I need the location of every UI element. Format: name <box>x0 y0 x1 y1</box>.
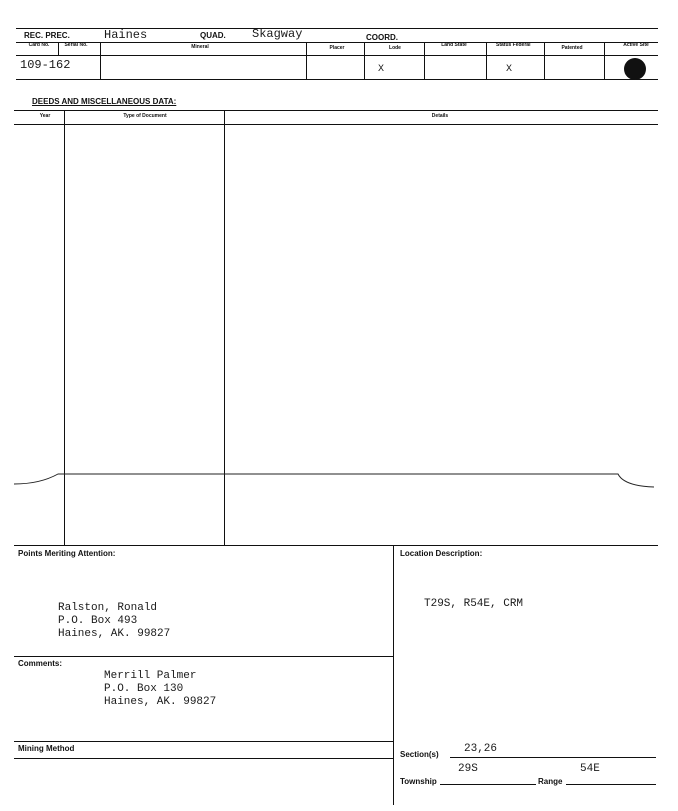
col-status-federal: Status Federal <box>496 42 531 48</box>
header-mid-rule <box>16 42 658 43</box>
points-label: Points Meriting Attention: <box>18 549 116 558</box>
quad-label: QUAD. <box>200 31 226 40</box>
col-year: Year <box>39 113 51 119</box>
col-serial-no: Serial No. <box>64 42 88 48</box>
row-bottom-rule <box>16 79 658 80</box>
divider <box>604 42 605 79</box>
range-label: Range <box>538 777 563 786</box>
col-type-of-document: Type of Document <box>123 113 167 119</box>
section-value: 23,26 <box>464 743 498 755</box>
divider <box>306 42 307 79</box>
divider <box>58 42 59 55</box>
card-number: 109-162 <box>20 58 71 72</box>
range-value: 54E <box>580 763 600 775</box>
coord-label: COORD. <box>366 33 398 42</box>
comments-line: P.O. Box 130 <box>104 683 184 695</box>
fold-crease <box>0 470 678 494</box>
col-placer: Placer <box>329 45 345 51</box>
deeds-title: DEEDS AND MISCELLANEOUS DATA: <box>32 97 177 106</box>
points-line: P.O. Box 493 <box>58 615 138 627</box>
comments-label: Comments: <box>18 659 63 668</box>
township-value: 29S <box>458 763 478 775</box>
lower-top-rule <box>14 545 658 546</box>
points-line: Haines, AK. 99827 <box>58 628 171 640</box>
lower-divider <box>393 545 394 805</box>
location-value: T29S, R54E, CRM <box>424 598 524 610</box>
range-underline <box>566 784 656 785</box>
section-underline <box>450 757 656 758</box>
lode-mark: X <box>378 64 385 75</box>
divider <box>364 42 365 79</box>
rec-prec-value: Haines <box>104 28 148 42</box>
deeds-top-rule <box>14 110 658 111</box>
section-label: Section(s) <box>400 750 439 759</box>
mining-bottom-rule <box>14 758 394 759</box>
quad-value: Skagway <box>252 27 303 41</box>
federal-mark: X <box>506 64 513 75</box>
divider <box>486 42 487 79</box>
rec-prec-label: REC. PREC. <box>24 31 70 40</box>
col-active-site: Active Site <box>623 42 649 48</box>
points-line: Ralston, Ronald <box>58 602 158 614</box>
col-mineral: Mineral <box>191 44 209 50</box>
township-label: Township <box>400 777 437 786</box>
col-patented: Patented <box>561 45 583 51</box>
deeds-header-rule <box>14 124 658 125</box>
comments-line: Merrill Palmer <box>104 670 197 682</box>
divider <box>424 42 425 79</box>
mining-method-label: Mining Method <box>18 744 75 753</box>
col-land-state: Land State <box>441 42 467 48</box>
column-header-rule <box>16 55 658 56</box>
divider <box>544 42 545 79</box>
comments-line: Haines, AK. 99827 <box>104 696 217 708</box>
comments-rule <box>14 656 394 657</box>
mining-rule <box>14 741 394 742</box>
col-card-no: Card No. <box>28 42 50 48</box>
active-site-dot <box>624 58 646 80</box>
township-underline <box>440 784 536 785</box>
col-lode: Lode <box>389 45 401 51</box>
divider <box>100 42 101 79</box>
location-label: Location Description: <box>400 549 483 558</box>
col-details: Details <box>431 113 449 119</box>
